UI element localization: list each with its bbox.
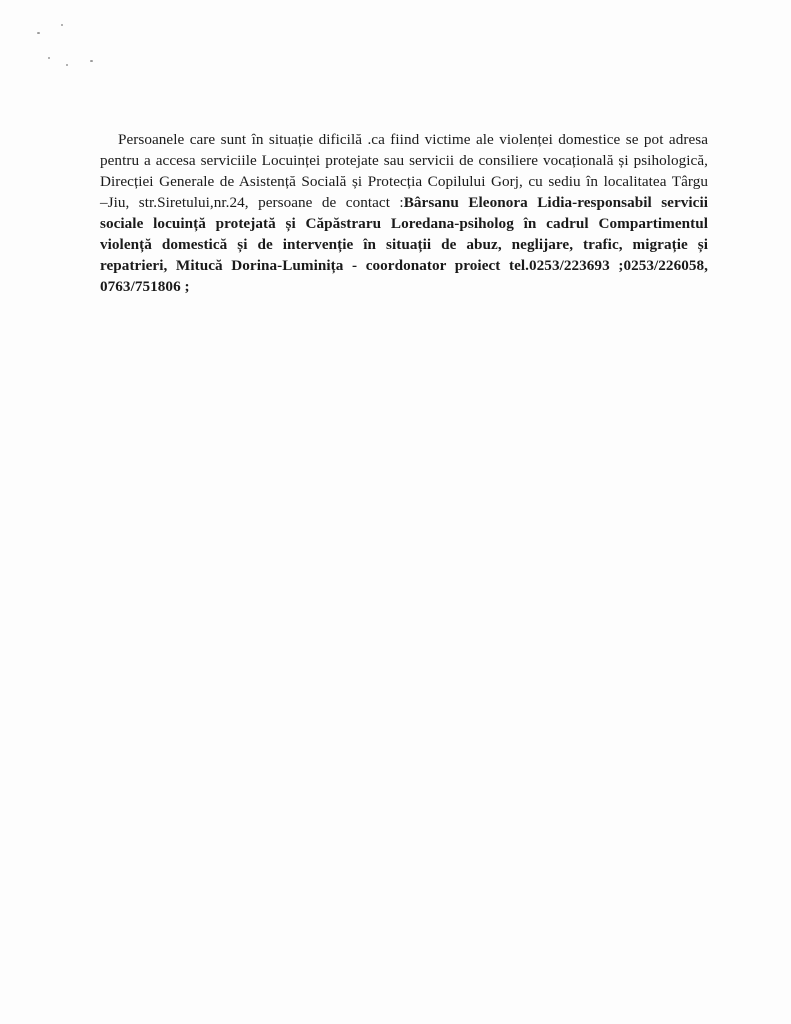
paragraph-line-1: Persoanele care sunt în situație dificilă .ca fiind victime ale violenței domestice se pot adresa — [118, 131, 708, 148]
paragraph-line-2: pentru a accesa serviciile Locuinței protejate sau servicii de consiliere vocațională și psihologică, — [100, 152, 708, 169]
paragraph-line-6: violență domestică și de intervenție în situații de abuz, neglijare, trafic, migrație și — [100, 236, 708, 253]
contact-name-barsanu: Bârsanu Eleonora Lidia-responsabil servicii — [403, 194, 708, 211]
scan-speck — [37, 32, 40, 34]
scan-speck — [66, 64, 68, 66]
paragraph-line-7: repatrieri, Mitucă Dorina-Luminița - coordonator proiect tel.0253/223693 ;0253/226058, — [100, 257, 708, 274]
paragraph-line-4 — [100, 194, 708, 212]
paragraph-line-4-text: –Jiu, str.Siretului,nr.24, persoane de contact : — [100, 194, 404, 211]
scan-speck — [61, 24, 63, 26]
scan-speck — [90, 60, 93, 62]
paragraph-line-3: Direcției Generale de Asistență Socială și Protecția Copilului Gorj, cu sediu în localitatea Târgu — [100, 173, 708, 190]
paragraph-line-8: 0763/751806 ; — [100, 278, 190, 295]
scan-speck — [48, 57, 50, 59]
paragraph-line-5: sociale locuință protejată și Căpăstraru Loredana-psiholog în cadrul Compartimentul — [100, 215, 708, 232]
